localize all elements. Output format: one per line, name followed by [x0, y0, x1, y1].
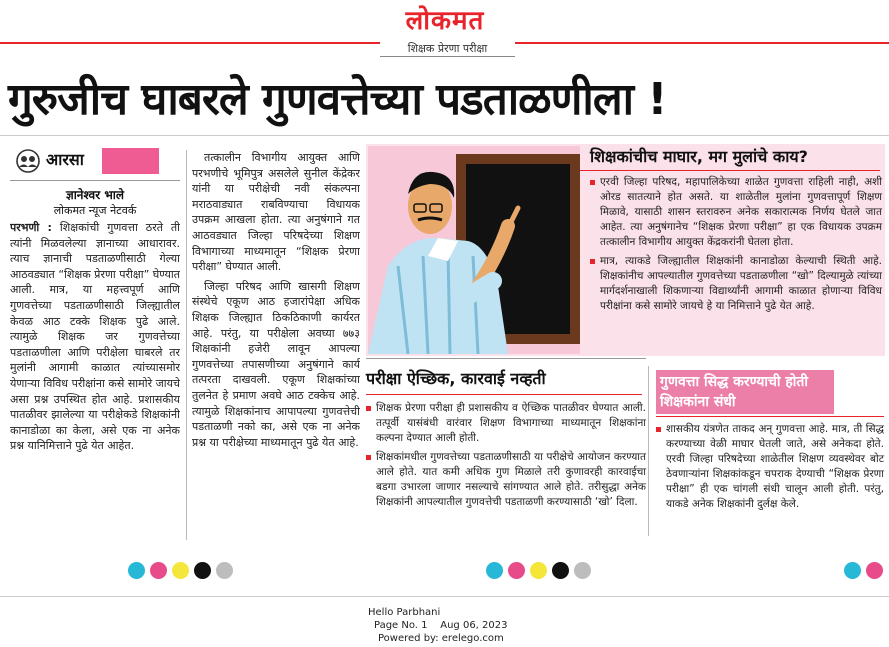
box-3-rule — [656, 416, 884, 417]
box-1-para-2: मात्र, त्याकडे जिल्ह्यातील शिक्षकांनी कानाडोळा केल्याची स्थिती आहे. शिक्षकांनीच आपल्यातील गुणवत्तेच्या पडताळणीला “खो” दिल्यामुळे त्यांच्या मार्गदर्शनाखाली शिकणाऱ्या विद्यार्थ्यांनी आगामी काळात होणाऱ्या विविध परीक्षांना कसे सामोरे जायचे हे या निमित्ताने पुढे येत आहे. — [590, 254, 882, 314]
box-2-rule — [366, 394, 642, 395]
article-column-2 — [192, 150, 360, 538]
magenta-dot — [508, 562, 525, 579]
article-column-1 — [10, 220, 180, 540]
box-2-title: परीक्षा ऐच्छिक, कारवाई नव्हती — [366, 369, 546, 388]
headline: गुरुजीच घाबरले गुणवत्तेच्या पडताळणीला ! — [8, 74, 667, 125]
column-divider-2 — [648, 366, 649, 536]
box-1-rule — [580, 170, 880, 171]
powered-by: Powered by: erelego.com — [378, 633, 504, 644]
black-dot — [194, 562, 211, 579]
box-1 — [580, 146, 882, 314]
dateline: परभणी : — [10, 221, 52, 234]
magenta-dot — [866, 562, 883, 579]
headline-divider — [0, 135, 889, 136]
column-name-bar — [102, 148, 159, 174]
grey-dot — [574, 562, 591, 579]
box-3-para-1: शासकीय यंत्रणेत ताकद अन् गुणवत्ता आहे. मात्र, ती सिद्ध करण्याच्या वेळी माघार घेतली जाते, असे अनेकदा होते. एरवी जिल्हा परिषदेच्या शाळेतील शिक्षण व्यवस्थेवर बोट ठेवणाऱ्यांना शिक्षकांकडून चपराक देण्याची “शिक्षक प्रेरणा परीक्षा” ही एक चांगली संधी चालून आली होती. परंतु, याकडे अनेक शिक्षकांनी दुर्लक्ष केले. — [656, 422, 884, 512]
box-1-title: शिक्षकांचीच माघार, मग मुलांचे काय? — [590, 147, 808, 166]
box-2 — [366, 368, 646, 510]
box-2-top-rule — [366, 358, 646, 359]
black-dot — [552, 562, 569, 579]
yellow-dot — [530, 562, 547, 579]
grey-dot — [216, 562, 233, 579]
footer-rule — [0, 596, 889, 597]
magenta-dot — [150, 562, 167, 579]
page-info: Page No. 1 Aug 06, 2023 — [374, 620, 508, 631]
cyan-dot — [486, 562, 503, 579]
box-3 — [656, 422, 884, 512]
registration-dots-right — [844, 562, 888, 582]
box-2-para-1: शिक्षक प्रेरणा परीक्षा ही प्रशासकीय व ऐच्छिक पातळीवर घेण्यात आली. तत्पूर्वी यासंबंधी वारंवार शिक्षण विभागाच्या माध्यमातून शिक्षकांना कल्पना देण्यात आली होती. — [366, 401, 646, 446]
registration-dots-left — [128, 562, 238, 582]
box-3-title: गुणवत्ता सिद्ध करण्याची होती शिक्षकांना संधी — [656, 370, 834, 414]
section-label: शिक्षक प्रेरणा परीक्षा — [380, 42, 515, 57]
cyan-dot — [128, 562, 145, 579]
box-1-para-1: एरवी जिल्हा परिषद, महापालिकेच्या शाळेत गुणवत्ता राहिली नाही, अशी ओरड सातत्याने होत असते. या शाळेतील मुलांना गुणवत्तापूर्ण शिक्षण मिळावे, यासाठी शासन स्तरावरुन अनेक सकारात्मक निर्णय घेतले जात आहेत. त्या अनुषंगानेच “शिक्षक प्रेरणा परीक्षा” हा एक विधायक उपक्रम तत्कालीन विभागीय आयुक्त केंद्रकरांनी घेतला होता. — [590, 175, 882, 250]
registration-dots-mid — [486, 562, 596, 582]
column-1-text: शिक्षकांची गुणवत्ता ठरते ती त्यांनी मिळवलेल्या ज्ञानाच्या आधारावर. त्याच ज्ञानाची पडताळणीसाठी गेल्या आठवड्यात “शिक्षक प्रेरणा परीक्षा” घेण्यात आली. मात्र, या महत्त्वपूर्ण आणि गुणवत्तेच्या पडताळणीसाठी जिल्ह्यातील केवळ आठ टक्के शिक्षक पुढे आले. त्यामुळे शिक्षक जर गुणवत्तेच्या पडताळणीला आणि परीक्षेला घाबरले तर मुलांनी आगामी काळात त्यांच्यासमोर येणाऱ्या विविध परीक्षांना कसे सामोरे जायचे असा प्रश्न उपस्थित होत आहे. प्रशासकीय पातळीवर झालेल्या या परीक्षेकडे शिक्षकांनी कानाडोळा का केला, असे एक ना अनेक प्रश्न यानिमित्ताने पुढे येत आहेत. — [10, 221, 180, 453]
edition-name: Hello Parbhani — [368, 607, 441, 618]
column-2-para-1: तत्कालीन विभागीय आयुक्त आणि परभणीचे भूमिपुत्र असलेले सुनील केंद्रेकर यांनी या परीक्षेची नवी संकल्पना मराठवाड्यात राबविण्याचा विधायक उपक्रम आखला होता. त्या अनुषंगाने गत आठवड्यात जिल्हा परिषदेच्या शिक्षण विभागाच्या माध्यमातून “शिक्षक प्रेरणा परीक्षा” घेण्यात आली. — [192, 151, 360, 274]
yellow-dot — [172, 562, 189, 579]
column-name: आरसा — [46, 150, 84, 169]
cyan-dot — [844, 562, 861, 579]
teacher-illustration — [368, 146, 580, 354]
column-divider-1 — [186, 150, 187, 540]
byline-rule — [10, 180, 180, 181]
newspaper-logo: लोकमत — [405, 6, 485, 36]
column-2-para-2: जिल्हा परिषद आणि खासगी शिक्षण संस्थेचे एकूण आठ हजारांपेक्षा अधिक शिक्षक जिल्ह्यात ठिकठिकाणी कार्यरत आहे. परंतु, या परीक्षेला अवघ्या ७७३ शिक्षकांनी हजेरी लावून आपल्या गुणवत्तेच्या तपासणीच्या अनुषंगाने कार्य तत्परता दाखवली. एकूण शिक्षकांच्या तुलनेत हे प्रमाण अवघे आठ टक्केच आहे. त्यामुळे शिक्षकांनाच आपापल्या गुणवत्तेची पडताळणी नको का, असे एक ना अनेक प्रश्न या परीक्षेच्या माध्यमातून पुढे येत आहे. — [192, 279, 360, 449]
news-agency: लोकमत न्यूज नेटवर्क — [53, 204, 137, 217]
footer — [368, 606, 568, 645]
author-name: ज्ञानेश्वर भाले — [66, 188, 124, 202]
people-icon — [14, 149, 42, 173]
box-2-para-2: शिक्षकांमधील गुणवत्तेच्या पडताळणीसाठी या परीक्षेचे आयोजन करण्यात आले होते. यात कमी अधिक गुण मिळाले तरी कुणावरही कारवाईचा बडगा उभारला जाणार नसल्याचे सांगण्यात आले होते. तरीसुद्धा अनेक शिक्षकांनी आपल्यातील गुणवत्तेची पडताळणी करण्यासाठी ‘खो’ दिला. — [366, 450, 646, 510]
